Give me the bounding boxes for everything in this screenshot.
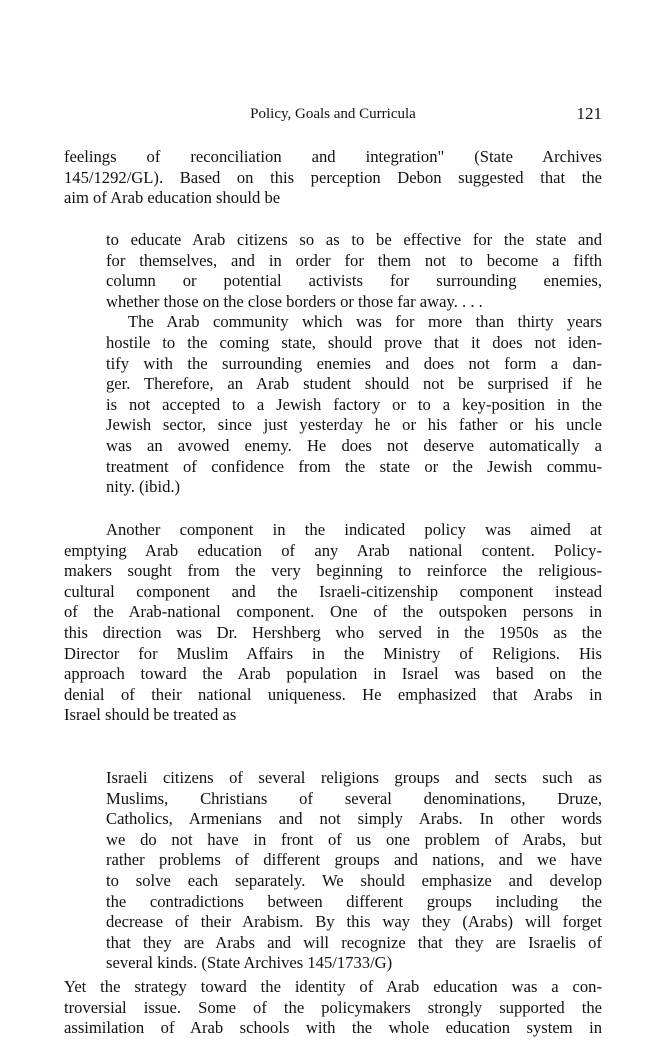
paragraph-line: Another component in the indicated policy was aimed at	[106, 520, 602, 539]
paragraph-line: troversial issue. Some of the policymakers strongly supported the	[64, 997, 602, 1017]
paragraph-line: Israel should be treated as	[64, 705, 237, 725]
running-head	[64, 104, 602, 128]
paragraph-line: Director for Muslim Affairs in the Ministry of Religions. His	[64, 643, 602, 663]
quote-line: Israeli citizens of several religions groups and sects such as	[106, 768, 602, 787]
quote-line: several kinds. (State Archives 145/1733/G)	[106, 953, 393, 973]
paragraph-3	[64, 977, 602, 1039]
paragraph-line: denial of their national uniqueness. He emphasized that Arabs in	[64, 684, 602, 704]
paragraph-line: assimilation of Arab schools with the whole education system in	[64, 1018, 602, 1038]
quote-line: The Arab community which was for more than thirty years	[128, 312, 602, 332]
page-number: 121	[576, 104, 602, 123]
quote-line: is not accepted to a Jewish factory or to a key-position in the	[106, 394, 602, 414]
quote-line: to educate Arab citizens so as to be effective for the state and	[106, 230, 602, 249]
quote-line: ger. Therefore, an Arab student should not be surprised if he	[106, 374, 602, 394]
block-quote-1	[106, 230, 602, 498]
paragraph-line: aim of Arab education should be	[64, 188, 281, 208]
quote-line: rather problems of different groups and nations, and we have	[106, 850, 602, 870]
paragraph-line: of the Arab-national component. One of the outspoken persons in	[64, 602, 602, 622]
quote-line: treatment of confidence from the state or the Jewish commu-	[106, 456, 602, 476]
paragraph-line: Yet the strategy toward the identity of Arab education was a con-	[64, 977, 602, 996]
quote-line: tify with the surrounding enemies and does not form a dan-	[106, 353, 602, 373]
running-title: Policy, Goals and Curricula	[250, 106, 416, 122]
quote-line: to solve each separately. We should emphasize and develop	[106, 870, 602, 890]
quote-line: Jewish sector, since just yesterday he or his father or his uncle	[106, 415, 602, 435]
quote-line: Muslims, Christians of several denominations, Druze,	[106, 788, 602, 808]
quote-line: Catholics, Armenians and not simply Arabs. In other words	[106, 809, 602, 829]
quote-line: column or potential activists for surrounding enemies,	[106, 271, 602, 291]
quote-line: whether those on the close borders or those far away. . . .	[106, 291, 483, 311]
paragraph-line: this direction was Dr. Hershberg who served in the 1950s as the	[64, 622, 602, 642]
paragraph-line: 145/1292/GL). Based on this perception Debon suggested that the	[64, 167, 602, 187]
quote-line: nity. (ibid.)	[106, 477, 181, 497]
paragraph-line: approach toward the Arab population in Israel was based on the	[64, 664, 602, 684]
paragraph-line: emptying Arab education of any Arab national content. Policy-	[64, 540, 602, 560]
paragraph-line: makers sought from the very beginning to reinforce the religious-	[64, 561, 602, 581]
quote-line: we do not have in front of us one problem of Arabs, but	[106, 829, 602, 849]
block-quote-2	[106, 768, 602, 974]
quote-line: the contradictions between different groups including the	[106, 891, 602, 911]
quote-line: hostile to the coming state, should prove that it does not iden-	[106, 332, 602, 352]
quote-line: for themselves, and in order for them not to become a fifth	[106, 250, 602, 270]
paragraph-line: cultural component and the Israeli-citizenship component instead	[64, 581, 602, 601]
paragraph-line: feelings of reconciliation and integration" (State Archives	[64, 147, 602, 166]
quote-line: was an avowed enemy. He does not deserve automatically a	[106, 435, 602, 455]
paragraph-1	[64, 147, 602, 209]
paragraph-2	[64, 520, 602, 726]
quote-line: that they are Arabs and will recognize that they are Israelis of	[106, 932, 602, 952]
quote-line: decrease of their Arabism. By this way they (Arabs) will forget	[106, 912, 602, 932]
